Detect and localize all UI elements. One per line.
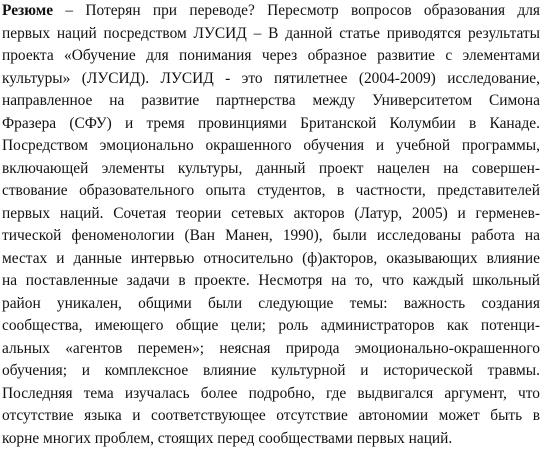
abstract-line: на поставленные задачи в проекте. Несмотря на то, что каждый школьный: [2, 270, 540, 293]
abstract-line: сообщества, имеющего общие цели; роль администраторов как потенци-: [2, 315, 540, 338]
abstract-line: корне многих проблем, стоящих перед сообществами первых наций.: [2, 428, 540, 450]
abstract-line: проекта «Обучение для понимания через образное развитие с элементами: [2, 45, 540, 68]
abstract-line: культуры» (ЛУСИД). ЛУСИД - это пятилетнее (2004-2009) исследование,: [2, 68, 540, 91]
abstract-line: местах и данные интервью относительно (ф)акторов, оказывающих влияние: [2, 248, 540, 271]
abstract-line: Посредством эмоционально окрашенного обучения и учебной программы,: [2, 135, 540, 158]
abstract-line: первых наций посредством ЛУСИД – В данной статье приводятся результаты: [2, 23, 540, 46]
abstract-line: направленное на развитие партнерства между Университетом Симона: [2, 90, 540, 113]
abstract-line: тической феноменологии (Ван Манен, 1990), были исследованы работа на: [2, 225, 540, 248]
abstract-line: первых наций. Сочетая теории сетевых акторов (Латур, 2005) и герменев-: [2, 203, 540, 226]
abstract-line: Последняя тема изучалась более подробно, где выдвигался аргумент, что: [2, 383, 540, 406]
abstract-line: отсутствие языка и соответствующее отсутствие автономии может быть в: [2, 405, 540, 428]
abstract-line: ствование образовательного опыта студентов, в частности, представителей: [2, 180, 540, 203]
abstract-line: обучения; и комплексное влияние культурной и исторической травмы.: [2, 360, 540, 383]
abstract-label: Резюме: [2, 2, 53, 19]
abstract-paragraph: [2, 0, 540, 450]
abstract-line-text: – Потерян при переводе? Пересмотр вопросов образования для: [53, 2, 540, 19]
abstract-line: альных «агентов перемен»; неясная природа эмоционально-окрашенного: [2, 338, 540, 361]
abstract-line: включающей элементы культуры, данный проект нацелен на совершен-: [2, 158, 540, 181]
abstract-line: район уникален, общими были следующие темы: важность создания: [2, 293, 540, 316]
abstract-line: Фразера (СФУ) и тремя провинциями Британской Колумбии в Канаде.: [2, 113, 540, 136]
abstract-line: [2, 0, 540, 23]
